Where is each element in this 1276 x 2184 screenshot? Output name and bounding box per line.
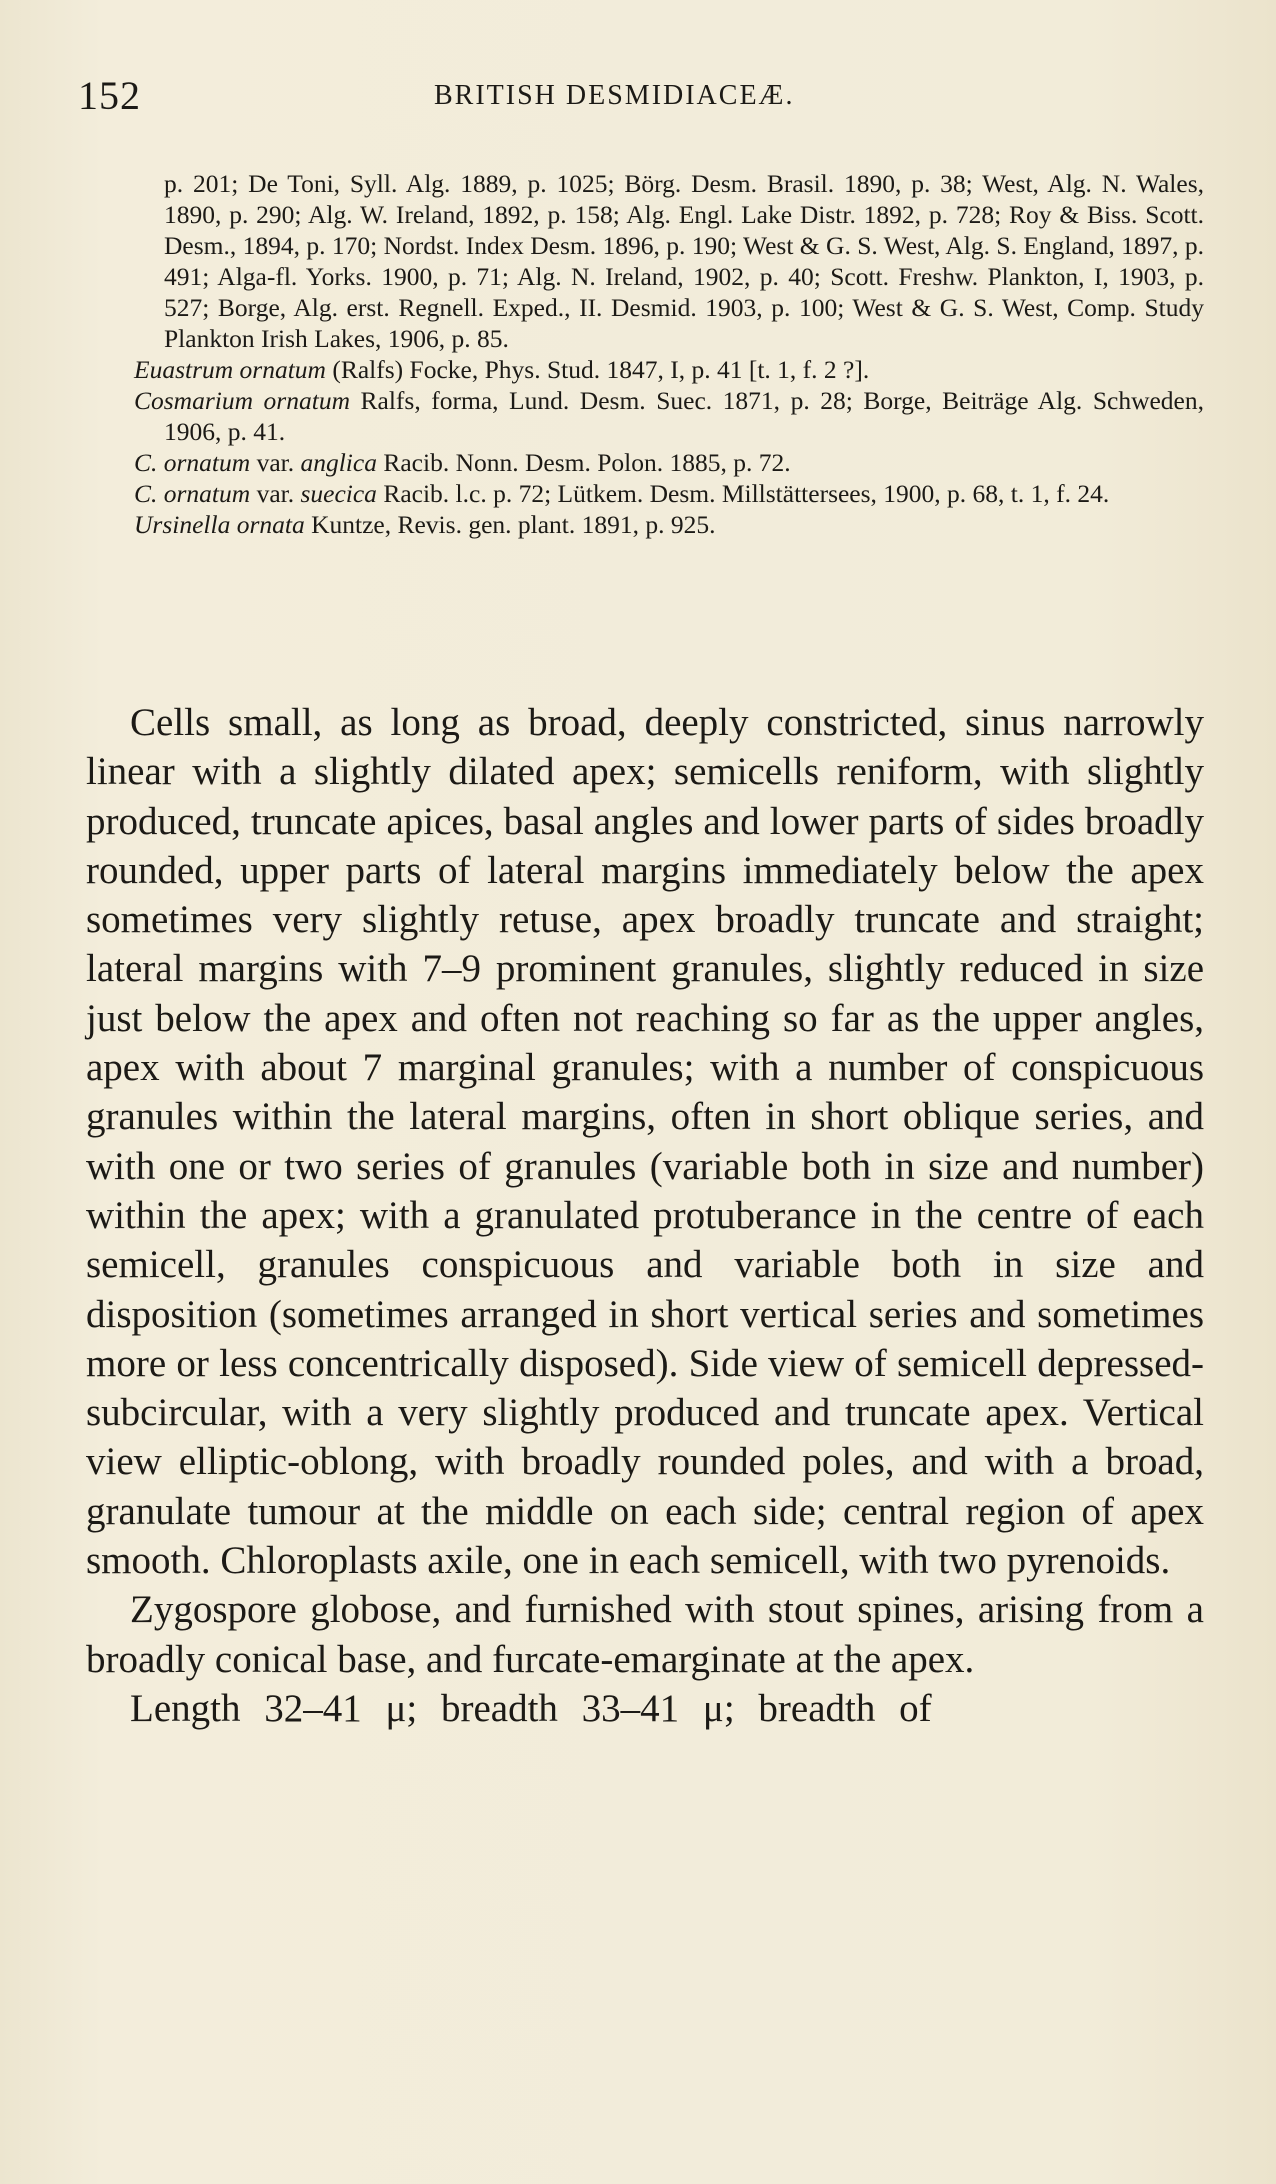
synonym-variety: anglica	[300, 448, 377, 477]
page-number: 152	[78, 73, 141, 118]
synonym-citation: Ralfs, forma, Lund. Desm. Suec. 1871, p. 28; Borge, Beiträge Alg. Schweden, 1906, p. 41.	[164, 386, 1204, 446]
synonym-variety: suecica	[300, 479, 377, 508]
synonym-citation: Racib. Nonn. Desm. Polon. 1885, p. 72.	[376, 448, 791, 477]
synonym-name: Euastrum ornatum	[134, 355, 326, 384]
synonym-entry	[134, 385, 1204, 447]
references-block	[134, 168, 1204, 540]
synonym-citation: Kuntze, Revis. gen. plant. 1891, p. 925.	[304, 510, 716, 539]
dimensions-paragraph: Length 32–41 μ; breadth 33–41 μ; breadth of	[130, 1686, 932, 1730]
synonym-name: Cosmarium ornatum	[134, 386, 350, 415]
synonym-name: Ursinella ornata	[134, 510, 305, 539]
reference-continuation: p. 201; De Toni, Syll. Alg. 1889, p. 1025; Börg. Desm. Brasil. 1890, p. 38; West, Alg. N. Wales, 1890, p. 290; Alg. W. Ireland, 1892, p. 158; Alg. Engl. Lake Distr. 1892, p. 728; Roy & Biss. Scott. Desm., 1894, p. 170; Nordst. Index Desm. 1896, p. 190; West & G. S. West, Alg. S. England, 1897, p. 491; Alga-fl. Yorks. 1900, p. 71; Alg. N. Ireland, 1902, p. 40; Scott. Freshw. Plankton, I, 1903, p. 527; Borge, Alg. erst. Regnell. Exped., II. Desmid. 1903, p. 100; West & G. S. West, Comp. Study Plankton Irish Lakes, 1906, p. 85.	[164, 169, 1204, 353]
synonym-var-label: var.	[250, 448, 301, 477]
zygospore-paragraph: Zygospore globose, and furnished with stout spines, arising from a broadly conical base, and furcate-emarginate at the apex.	[86, 1588, 1204, 1681]
synonym-entry	[134, 447, 1204, 478]
synonym-entry	[134, 478, 1204, 509]
synonym-entry	[134, 509, 1204, 540]
page-header	[78, 72, 1200, 122]
synonym-name: C. ornatum	[134, 479, 251, 508]
synonym-entry	[134, 354, 1204, 385]
species-description	[86, 698, 1204, 1733]
synonym-citation: Racib. l.c. p. 72; Lütkem. Desm. Millstättersees, 1900, p. 68, t. 1, f. 24.	[376, 479, 1110, 508]
synonym-var-label: var.	[250, 479, 301, 508]
running-title: BRITISH DESMIDIACEÆ.	[434, 80, 795, 111]
synonym-citation: (Ralfs) Focke, Phys. Stud. 1847, I, p. 41 [t. 1, f. 2 ?].	[325, 355, 870, 384]
synonym-name: C. ornatum	[134, 448, 251, 477]
cell-description-paragraph: Cells small, as long as broad, deeply constricted, sinus narrowly linear with a slightly dilated apex; semicells reniform, with slightly produced, truncate apices, basal angles and lower parts of sides broadly rounded, upper parts of lateral margins immediately below the apex sometimes very slightly retuse, apex broadly truncate and straight; lateral margins with 7–9 prominent granules, slightly reduced in size just below the apex and often not reaching so far as the upper angles, apex with about 7 marginal granules; with a number of conspicuous granules within the lateral margins, often in short oblique series, and with one or two series of granules (variable both in size and number) within the apex; with a granulated protuberance in the centre of each semicell, granules conspicuous and variable both in size and disposition (sometimes arranged in short vertical series and sometimes more or less concentrically disposed). Side view of semicell depressed-subcircular, with a very slightly produced and truncate apex. Vertical view elliptic-oblong, with broadly rounded poles, and with a broad, granulate tumour at the middle on each side; central region of apex smooth. Chloroplasts axile, one in each semicell, with two pyrenoids.	[86, 701, 1204, 1583]
